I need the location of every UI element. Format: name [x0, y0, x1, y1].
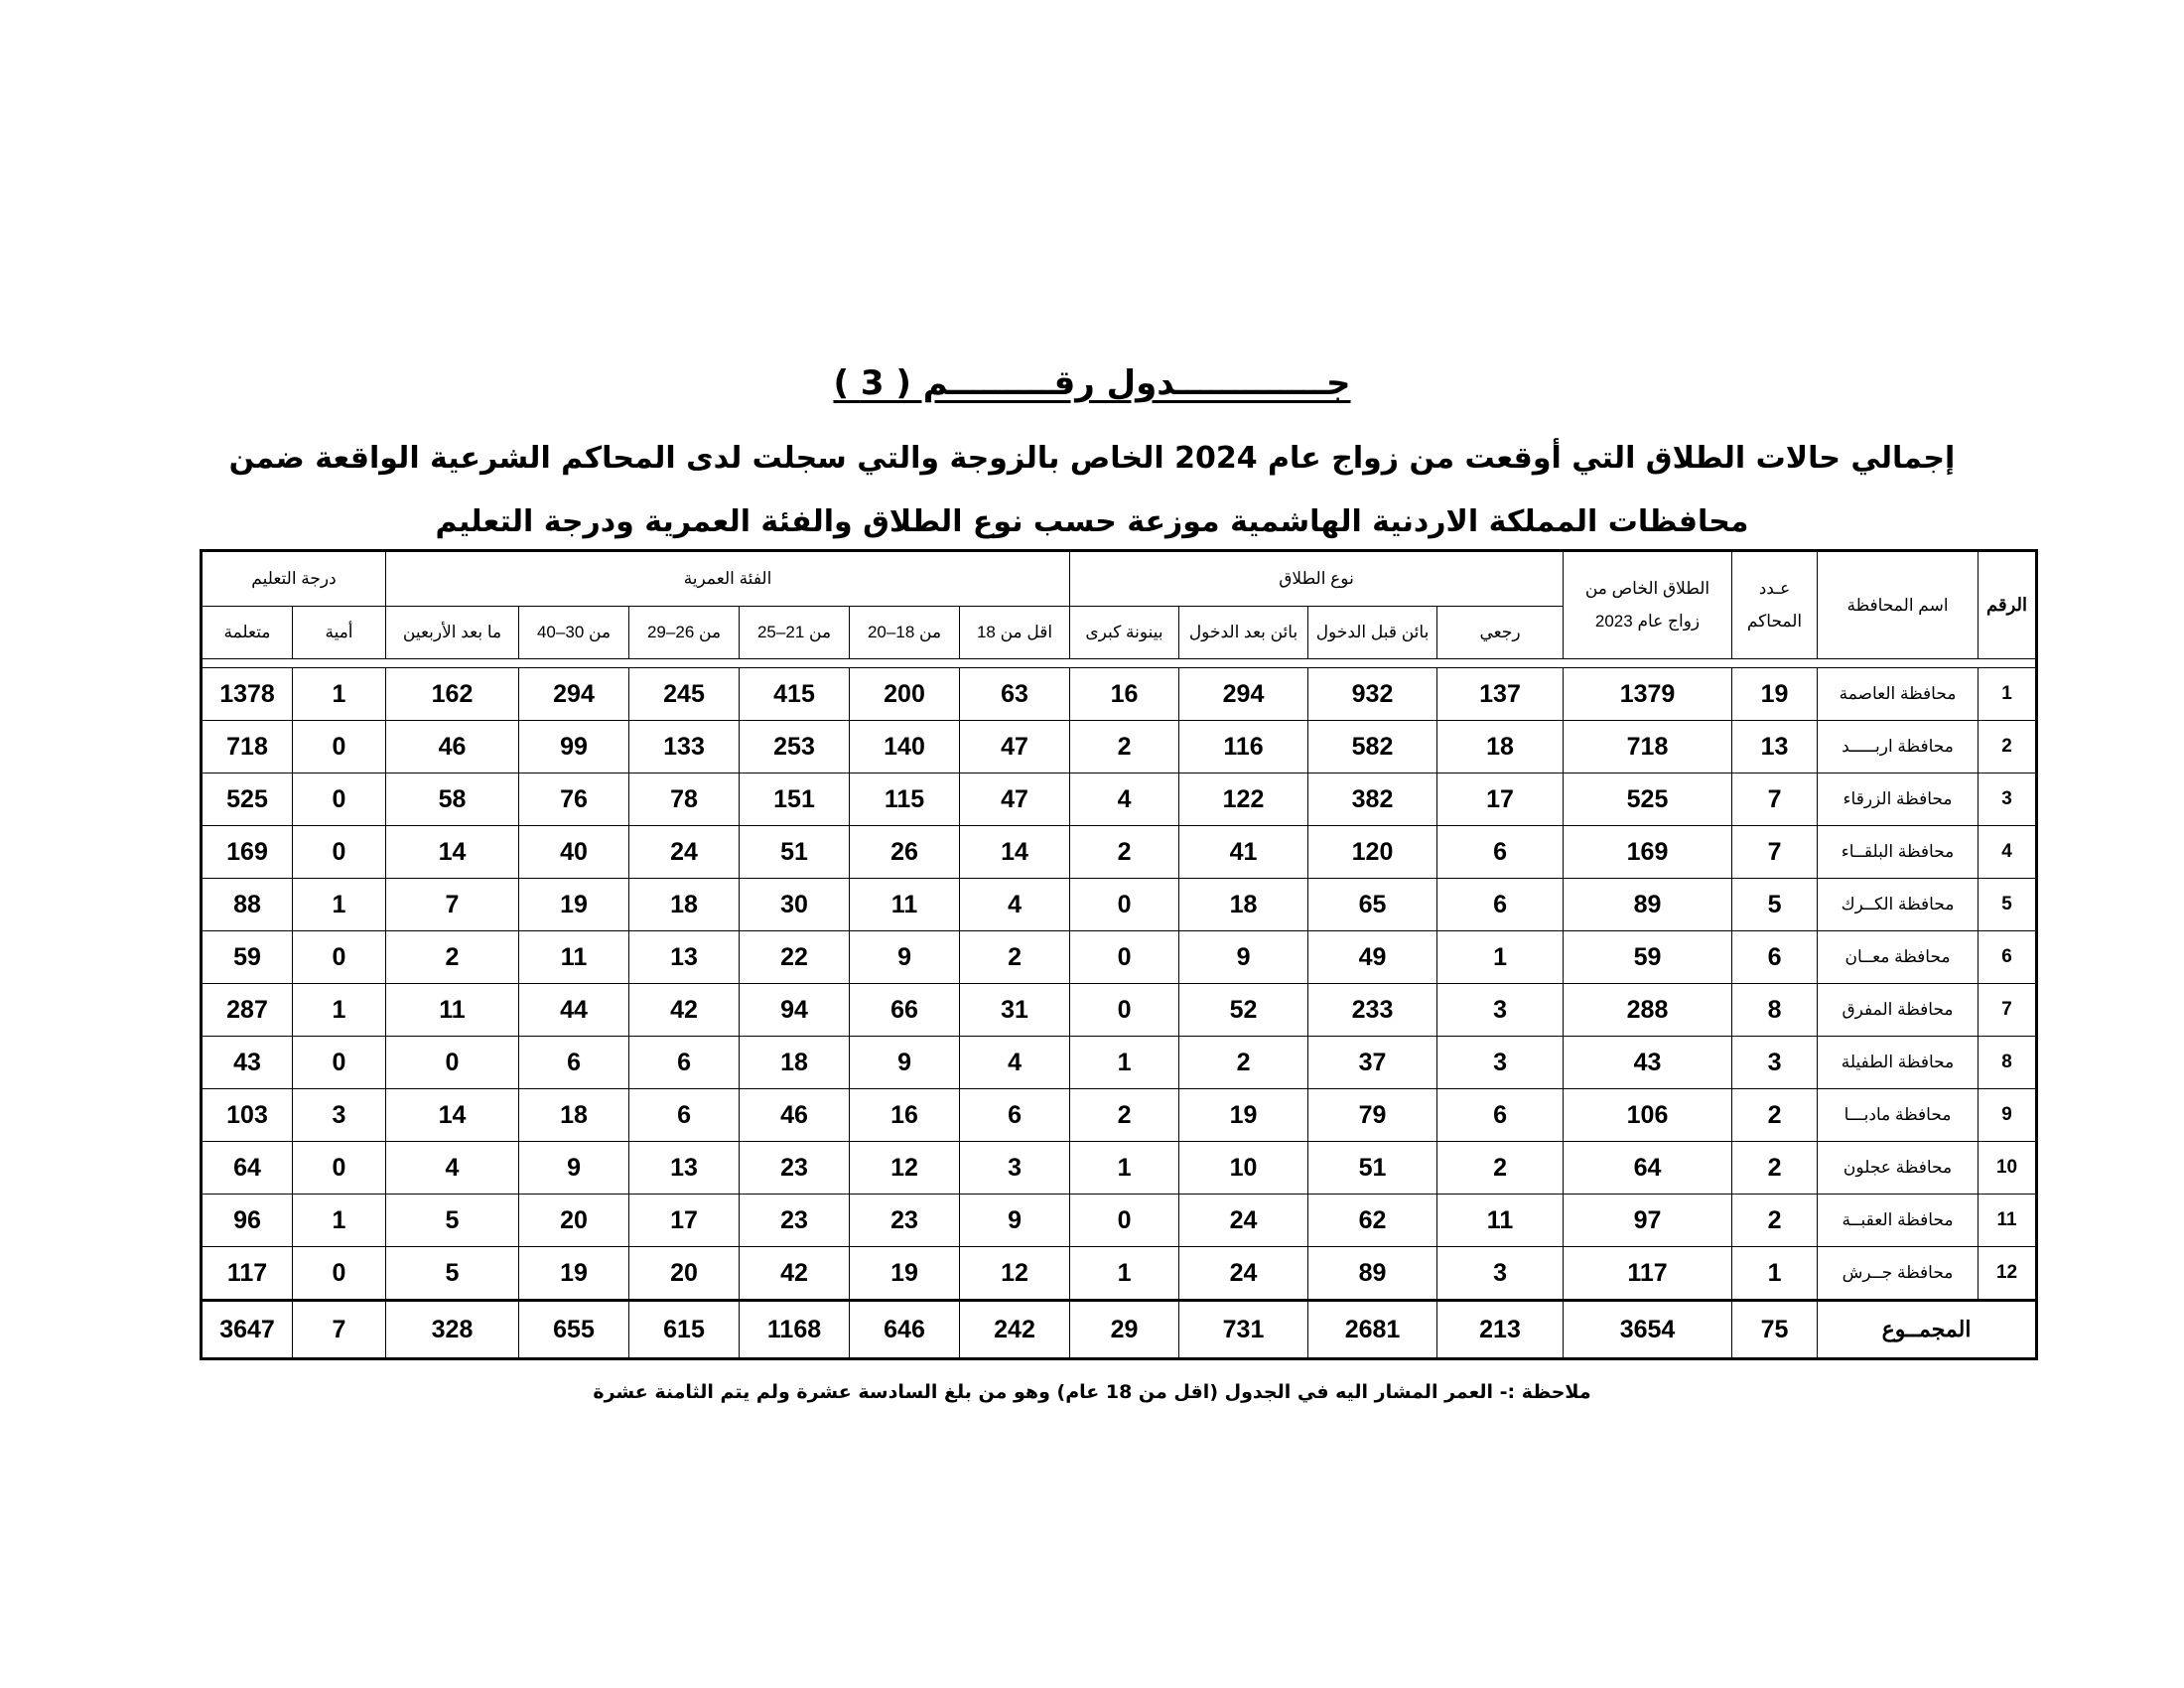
type-after-entry: 18	[1179, 879, 1308, 931]
type-major: 1	[1070, 1037, 1179, 1089]
type-raji: 6	[1437, 1089, 1564, 1142]
age-18-20: 19	[850, 1247, 960, 1301]
type-after-entry: 52	[1179, 984, 1308, 1037]
age-26-29: 20	[629, 1247, 740, 1301]
age-26-29: 6	[629, 1037, 740, 1089]
age-26-29: 18	[629, 879, 740, 931]
courts-count: 1	[1732, 1247, 1818, 1301]
total-2023: 89	[1564, 879, 1732, 931]
edu-illiterate: 0	[293, 774, 386, 826]
header-divorce-type-4: بينونة كبرى	[1070, 607, 1179, 659]
header-separator-cell	[202, 659, 2037, 668]
header-age-group-3: من 21–25	[740, 607, 850, 659]
type-major: 0	[1070, 1195, 1179, 1247]
age-30-40: 44	[519, 984, 629, 1037]
age-30-40: 20	[519, 1195, 629, 1247]
age-18-20: 115	[850, 774, 960, 826]
type-after-entry: 122	[1179, 774, 1308, 826]
totals-edu-1: 7	[293, 1301, 386, 1359]
age-30-40: 76	[519, 774, 629, 826]
header-divorce-type-2: بائن قبل الدخول	[1308, 607, 1437, 659]
type-major: 16	[1070, 668, 1179, 721]
courts-count: 5	[1732, 879, 1818, 931]
courts-count: 3	[1732, 1037, 1818, 1089]
type-raji: 2	[1437, 1142, 1564, 1195]
age-30-40: 99	[519, 721, 629, 774]
type-raji: 18	[1437, 721, 1564, 774]
type-after-entry: 116	[1179, 721, 1308, 774]
governorate-name: محافظة عجلون	[1818, 1142, 1979, 1195]
type-before-entry: 582	[1308, 721, 1437, 774]
age-over-40: 14	[386, 1089, 519, 1142]
courts-count: 13	[1732, 721, 1818, 774]
type-raji: 3	[1437, 1037, 1564, 1089]
edu-illiterate: 1	[293, 984, 386, 1037]
edu-illiterate: 0	[293, 1247, 386, 1301]
row-number: 5	[1979, 879, 2037, 931]
type-after-entry: 10	[1179, 1142, 1308, 1195]
type-before-entry: 932	[1308, 668, 1437, 721]
edu-educated: 117	[202, 1247, 293, 1301]
age-under-18: 14	[960, 826, 1070, 879]
edu-educated: 287	[202, 984, 293, 1037]
age-30-40: 18	[519, 1089, 629, 1142]
header-total-2023-line2: زواج عام 2023	[1594, 611, 1701, 631]
governorate-name: محافظة الكــرك	[1818, 879, 1979, 931]
table-row	[202, 879, 2037, 931]
header-education-2: متعلمة	[202, 607, 293, 659]
age-26-29: 78	[629, 774, 740, 826]
age-21-25: 30	[740, 879, 850, 931]
table-title: جـــــــــــــدول رقـــــــــم ( 3 )	[833, 363, 1351, 403]
header-total-2023	[1564, 551, 1732, 659]
header-total-2023-line1: الطلاق الخاص من	[1584, 579, 1710, 599]
age-18-20: 11	[850, 879, 960, 931]
type-after-entry: 24	[1179, 1195, 1308, 1247]
age-over-40: 7	[386, 879, 519, 931]
age-30-40: 40	[519, 826, 629, 879]
totals-type-3: 731	[1179, 1301, 1308, 1359]
age-under-18: 47	[960, 774, 1070, 826]
age-under-18: 63	[960, 668, 1070, 721]
divorce-statistics-table	[200, 549, 2038, 1360]
header-courts-line2: المحاكم	[1746, 611, 1803, 631]
edu-educated: 1378	[202, 668, 293, 721]
age-21-25: 253	[740, 721, 850, 774]
edu-illiterate: 3	[293, 1089, 386, 1142]
type-major: 0	[1070, 879, 1179, 931]
table-row	[202, 1247, 2037, 1301]
age-18-20: 9	[850, 931, 960, 984]
governorate-name: محافظة العاصمة	[1818, 668, 1979, 721]
type-raji: 3	[1437, 984, 1564, 1037]
age-21-25: 415	[740, 668, 850, 721]
governorate-name: محافظة مادبـــا	[1818, 1089, 1979, 1142]
table-row	[202, 668, 2037, 721]
type-major: 0	[1070, 931, 1179, 984]
age-under-18: 31	[960, 984, 1070, 1037]
header-age-group-2: من 18–20	[850, 607, 960, 659]
edu-illiterate: 0	[293, 721, 386, 774]
table-subtitle-line1: إجمالي حالات الطلاق التي أوقعت من زواج عام 2024 الخاص بالزوجة والتي سجلت لدى المحاكم الشرعية الواقعة ضمن	[228, 441, 1956, 476]
header-courts-line1: عـدد	[1758, 579, 1791, 599]
edu-illiterate: 1	[293, 1195, 386, 1247]
header-education-1: أمية	[293, 607, 386, 659]
header-education: درجة التعليم	[202, 551, 386, 607]
type-before-entry: 233	[1308, 984, 1437, 1037]
type-before-entry: 65	[1308, 879, 1437, 931]
age-18-20: 23	[850, 1195, 960, 1247]
type-raji: 17	[1437, 774, 1564, 826]
age-over-40: 2	[386, 931, 519, 984]
age-26-29: 245	[629, 668, 740, 721]
row-number: 12	[1979, 1247, 2037, 1301]
type-before-entry: 37	[1308, 1037, 1437, 1089]
total-2023: 525	[1564, 774, 1732, 826]
governorate-name: محافظة الزرقاء	[1818, 774, 1979, 826]
age-30-40: 6	[519, 1037, 629, 1089]
type-after-entry: 24	[1179, 1247, 1308, 1301]
type-before-entry: 120	[1308, 826, 1437, 879]
totals-type-2: 2681	[1308, 1301, 1437, 1359]
total-2023: 43	[1564, 1037, 1732, 1089]
type-raji: 1	[1437, 931, 1564, 984]
age-under-18: 4	[960, 879, 1070, 931]
type-before-entry: 79	[1308, 1089, 1437, 1142]
age-under-18: 4	[960, 1037, 1070, 1089]
totals-age-2: 646	[850, 1301, 960, 1359]
row-number: 2	[1979, 721, 2037, 774]
edu-educated: 169	[202, 826, 293, 879]
table-row	[202, 721, 2037, 774]
header-courts-count	[1732, 551, 1818, 659]
type-major: 1	[1070, 1142, 1179, 1195]
courts-count: 8	[1732, 984, 1818, 1037]
type-raji: 11	[1437, 1195, 1564, 1247]
row-number: 10	[1979, 1142, 2037, 1195]
row-number: 11	[1979, 1195, 2037, 1247]
age-under-18: 3	[960, 1142, 1070, 1195]
age-30-40: 19	[519, 879, 629, 931]
totals-row	[202, 1301, 2037, 1359]
governorate-name: محافظة العقبــة	[1818, 1195, 1979, 1247]
table-body	[202, 668, 2037, 1301]
total-2023: 1379	[1564, 668, 1732, 721]
edu-educated: 103	[202, 1089, 293, 1142]
type-before-entry: 51	[1308, 1142, 1437, 1195]
row-number: 3	[1979, 774, 2037, 826]
type-major: 2	[1070, 1089, 1179, 1142]
table-row	[202, 774, 2037, 826]
table-row	[202, 826, 2037, 879]
table-row	[202, 984, 2037, 1037]
total-2023: 106	[1564, 1089, 1732, 1142]
age-30-40: 294	[519, 668, 629, 721]
age-30-40: 19	[519, 1247, 629, 1301]
header-age-group: الفئة العمرية	[386, 551, 1070, 607]
total-2023: 169	[1564, 826, 1732, 879]
totals-type-4: 29	[1070, 1301, 1179, 1359]
totals-edu-2: 3647	[202, 1301, 293, 1359]
type-before-entry: 49	[1308, 931, 1437, 984]
header-separator	[202, 659, 2037, 668]
totals-age-5: 655	[519, 1301, 629, 1359]
total-2023: 59	[1564, 931, 1732, 984]
total-2023: 288	[1564, 984, 1732, 1037]
age-26-29: 17	[629, 1195, 740, 1247]
age-18-20: 140	[850, 721, 960, 774]
age-18-20: 16	[850, 1089, 960, 1142]
courts-count: 7	[1732, 826, 1818, 879]
age-26-29: 42	[629, 984, 740, 1037]
age-under-18: 47	[960, 721, 1070, 774]
courts-count: 7	[1732, 774, 1818, 826]
header-number: الرقم	[1979, 551, 2037, 659]
age-over-40: 14	[386, 826, 519, 879]
governorate-name: محافظة معــان	[1818, 931, 1979, 984]
age-21-25: 42	[740, 1247, 850, 1301]
age-21-25: 51	[740, 826, 850, 879]
totals-age-4: 615	[629, 1301, 740, 1359]
table-row	[202, 931, 2037, 984]
edu-illiterate: 0	[293, 826, 386, 879]
age-21-25: 46	[740, 1089, 850, 1142]
age-over-40: 46	[386, 721, 519, 774]
age-26-29: 24	[629, 826, 740, 879]
age-21-25: 23	[740, 1142, 850, 1195]
type-raji: 6	[1437, 879, 1564, 931]
type-raji: 6	[1437, 826, 1564, 879]
divorce-statistics-table-wrapper	[200, 549, 2028, 1360]
row-number: 4	[1979, 826, 2037, 879]
governorate-name: محافظة الطفيلة	[1818, 1037, 1979, 1089]
total-2023: 97	[1564, 1195, 1732, 1247]
edu-illiterate: 0	[293, 931, 386, 984]
age-21-25: 23	[740, 1195, 850, 1247]
header-age-group-1: اقل من 18	[960, 607, 1070, 659]
type-after-entry: 9	[1179, 931, 1308, 984]
governorate-name: محافظة المفرق	[1818, 984, 1979, 1037]
age-26-29: 133	[629, 721, 740, 774]
courts-count: 2	[1732, 1195, 1818, 1247]
totals-label: المجمــوع	[1818, 1301, 2037, 1359]
totals-age-3: 1168	[740, 1301, 850, 1359]
age-26-29: 13	[629, 1142, 740, 1195]
type-major: 2	[1070, 826, 1179, 879]
age-over-40: 162	[386, 668, 519, 721]
age-30-40: 9	[519, 1142, 629, 1195]
header-divorce-type-1: رجعي	[1437, 607, 1564, 659]
age-over-40: 5	[386, 1195, 519, 1247]
totals-total-2023: 3654	[1564, 1301, 1732, 1359]
age-over-40: 58	[386, 774, 519, 826]
age-18-20: 66	[850, 984, 960, 1037]
age-21-25: 151	[740, 774, 850, 826]
table-row	[202, 1037, 2037, 1089]
header-divorce-type-3: بائن بعد الدخول	[1179, 607, 1308, 659]
header-divorce-type: نوع الطلاق	[1070, 551, 1564, 607]
totals-age-1: 242	[960, 1301, 1070, 1359]
totals-courts: 75	[1732, 1301, 1818, 1359]
edu-educated: 64	[202, 1142, 293, 1195]
courts-count: 2	[1732, 1142, 1818, 1195]
header-age-group-5: من 30–40	[519, 607, 629, 659]
type-major: 2	[1070, 721, 1179, 774]
table-row	[202, 1195, 2037, 1247]
row-number: 7	[1979, 984, 2037, 1037]
age-over-40: 5	[386, 1247, 519, 1301]
age-under-18: 9	[960, 1195, 1070, 1247]
age-30-40: 11	[519, 931, 629, 984]
edu-educated: 59	[202, 931, 293, 984]
age-under-18: 2	[960, 931, 1070, 984]
age-21-25: 18	[740, 1037, 850, 1089]
type-after-entry: 2	[1179, 1037, 1308, 1089]
governorate-name: محافظة جــرش	[1818, 1247, 1979, 1301]
type-raji: 3	[1437, 1247, 1564, 1301]
governorate-name: محافظة اربـــــد	[1818, 721, 1979, 774]
edu-illiterate: 0	[293, 1037, 386, 1089]
row-number: 8	[1979, 1037, 2037, 1089]
edu-educated: 96	[202, 1195, 293, 1247]
table-row	[202, 1089, 2037, 1142]
age-over-40: 4	[386, 1142, 519, 1195]
type-after-entry: 19	[1179, 1089, 1308, 1142]
type-after-entry: 41	[1179, 826, 1308, 879]
row-number: 6	[1979, 931, 2037, 984]
edu-illiterate: 1	[293, 879, 386, 931]
age-under-18: 6	[960, 1089, 1070, 1142]
courts-count: 6	[1732, 931, 1818, 984]
type-after-entry: 294	[1179, 668, 1308, 721]
age-21-25: 22	[740, 931, 850, 984]
totals-age-6: 328	[386, 1301, 519, 1359]
edu-educated: 525	[202, 774, 293, 826]
header-governorate: اسم المحافظة	[1818, 551, 1979, 659]
header-age-group-4: من 26–29	[629, 607, 740, 659]
edu-educated: 43	[202, 1037, 293, 1089]
edu-educated: 88	[202, 879, 293, 931]
age-over-40: 0	[386, 1037, 519, 1089]
type-major: 0	[1070, 984, 1179, 1037]
age-over-40: 11	[386, 984, 519, 1037]
edu-illiterate: 1	[293, 668, 386, 721]
age-18-20: 200	[850, 668, 960, 721]
totals-type-1: 213	[1437, 1301, 1564, 1359]
type-major: 1	[1070, 1247, 1179, 1301]
age-18-20: 12	[850, 1142, 960, 1195]
row-number: 1	[1979, 668, 2037, 721]
courts-count: 2	[1732, 1089, 1818, 1142]
row-number: 9	[1979, 1089, 2037, 1142]
type-raji: 137	[1437, 668, 1564, 721]
age-under-18: 12	[960, 1247, 1070, 1301]
total-2023: 117	[1564, 1247, 1732, 1301]
governorate-name: محافظة البلقــاء	[1818, 826, 1979, 879]
type-major: 4	[1070, 774, 1179, 826]
footnote: ملاحظة :- العمر المشار اليه في الجدول (اقل من 18 عام) وهو من بلغ السادسة عشرة ولم يتم الثامنة عشرة	[593, 1381, 1591, 1403]
type-before-entry: 382	[1308, 774, 1437, 826]
age-18-20: 26	[850, 826, 960, 879]
type-before-entry: 62	[1308, 1195, 1437, 1247]
age-26-29: 6	[629, 1089, 740, 1142]
age-18-20: 9	[850, 1037, 960, 1089]
table-subtitle-line2: محافظات المملكة الاردنية الهاشمية موزعة حسب نوع الطلاق والفئة العمرية ودرجة التعليم	[435, 504, 1749, 539]
age-26-29: 13	[629, 931, 740, 984]
type-before-entry: 89	[1308, 1247, 1437, 1301]
age-21-25: 94	[740, 984, 850, 1037]
header-age-group-6: ما بعد الأربعين	[386, 607, 519, 659]
table-row	[202, 1142, 2037, 1195]
edu-educated: 718	[202, 721, 293, 774]
edu-illiterate: 0	[293, 1142, 386, 1195]
courts-count: 19	[1732, 668, 1818, 721]
total-2023: 64	[1564, 1142, 1732, 1195]
total-2023: 718	[1564, 721, 1732, 774]
